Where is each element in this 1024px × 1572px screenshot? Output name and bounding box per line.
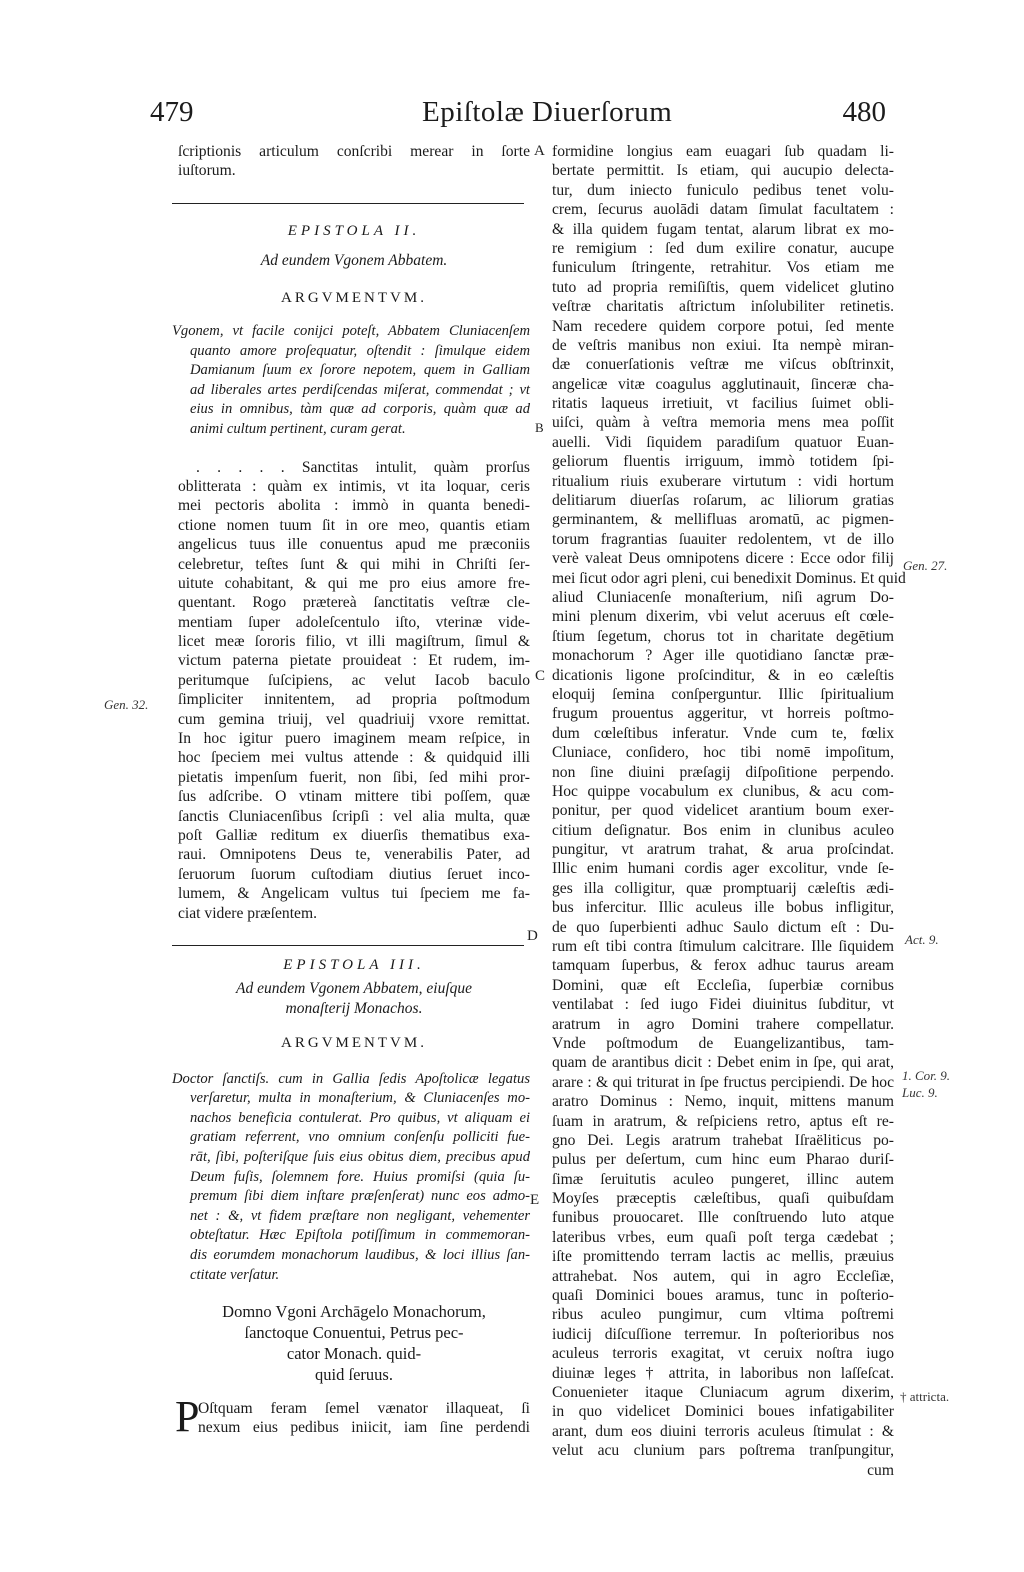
body-line: dicationis ligone proſcinditur, & in eo cæleſtis <box>552 666 894 684</box>
running-title: Epiſtolæ Diuerſorum <box>422 96 673 128</box>
body-line: pulus per deſertum, cum hinc eum Pharao duriſ- <box>552 1151 894 1169</box>
body-line: quam de arantibus dicit : Debet enim in ſpe, qui arat, <box>552 1054 894 1072</box>
body-line: mei pectoris abolita : immò in quanta benedi- <box>178 497 530 515</box>
body-line: Moyſes præceptis cæleſtibus, quaſi quibuſdam <box>552 1190 894 1208</box>
body-line: Illic enim humani cordis ager excolitur, vnde ſe- <box>552 860 894 878</box>
body-line: de quo ſuperbienti adhuc Saulo dictum eſt : Du- <box>552 918 894 936</box>
body-line: uiſci, quàm à veſtra memoria mens mea poſſit <box>552 414 894 432</box>
body-line: ſeruorum ſuorum cuſtodiam diutius ſeruet inco- <box>178 865 530 883</box>
marginal-note-act9: Act. 9. <box>905 932 939 947</box>
body-line: In hoc igitur puero imaginem meam reſpice, in <box>178 730 530 748</box>
body-line: pungitur, vt aratrum trahat, & arua proſcindat. <box>552 841 894 859</box>
epistle-2-title: EPISTOLA II. <box>287 222 421 239</box>
section-marker-d: D <box>527 928 538 944</box>
body-line: mentiam ſuper adoleſcentulo iſto, vterinæ vide- <box>178 613 530 631</box>
body-line: Vnde poſtmodum de Euangelizantibus, tam- <box>552 1034 894 1052</box>
epistle-3-salutation <box>178 1301 530 1385</box>
epistle-3-address-line: monaſterij Monachos. <box>285 999 423 1017</box>
body-line: citium deſignatur. Bos enim in clunibus aculeo <box>552 821 894 839</box>
body-line: Hoc quippe vocabulum ex clunibus, & acu com- <box>552 782 894 800</box>
body-line: aculeus terroris exagitat, vt ceruix noſtra iugo <box>552 1345 894 1363</box>
epistle-2-address: Ad eundem Vgonem Abbatem. <box>260 252 448 270</box>
body-line: ſimæ ſeruitutis aculeo pungeret, illinc autem <box>552 1170 894 1188</box>
body-line: hoc ſpeciem mei vultus attende : & quidquid illi <box>178 749 530 767</box>
body-line: dum cœleſtibus inferatur. Vnde cum te, fœlix <box>552 724 894 742</box>
body-line: nexum eius pedibus iniicit, iam ſine perdendi <box>198 1419 530 1437</box>
body-line: raui. Omnipotens Deus te, venerabilis Pater, ad <box>178 846 530 864</box>
body-line: ritatis laqueus irretiuit, vt facilius ſuimet obli- <box>552 395 894 413</box>
body-line: quaſi Dominici boues aramus, tunc in poſterio- <box>552 1287 894 1305</box>
marginal-note-attricta: † attricta. <box>900 1389 950 1404</box>
body-line: tuto ad propria remiſiſtis, quem videlicet glutino <box>552 278 894 296</box>
argumentum-line: animi cultum pertinent, curam gerat. <box>190 420 406 437</box>
argumentum-line: obteſtatur. Hæc Epiſtola potiſſimum in commemoran- <box>190 1227 530 1244</box>
body-line: frugum prouentus aggeritur, vt horreis poſtmo- <box>552 705 894 723</box>
body-line: iudicij diſcuſſione terremur. In poſterioribus nos <box>552 1325 894 1343</box>
body-line: ges illa colligitur, quæ promptuarij cæleſtis ædi- <box>552 879 894 897</box>
epistle-3-body <box>175 1392 530 1442</box>
body-line: Conuenieter itaque Cluniacum agrum dixerim, <box>552 1384 894 1401</box>
argumentum-line: ctitate verſatur. <box>190 1266 280 1283</box>
body-line: ſanctis Cluniacenſibus ſcripſi : vel alia multa, quæ <box>178 807 530 825</box>
argumentum-line: gratiam referrent, vno omnium conſenſu polliciti fue- <box>190 1129 530 1146</box>
body-line: celebretur, teſtes ſunt & qui mihi in Chriſti ſer- <box>178 555 530 573</box>
body-line: quentant. Rogo prætereà ſanctitatis veſtræ cle- <box>178 594 530 612</box>
body-line: delitiarum diuerſas roſarum, ac liliorum gratias <box>552 492 894 510</box>
argumentum-line: verſaretur, multa in monaſterium, & Cluniacenſes mo- <box>190 1090 530 1107</box>
body-line: ſus adſcribe. O vtinam mittere tibi poſſem, quæ <box>178 788 530 806</box>
body-line: angelicus tuus ille conuentus apud me præconiis <box>178 536 530 554</box>
body-line: pietatis impenſum fuerit, non ſibi, ſed mihi pror- <box>178 768 530 786</box>
section-marker-c: C <box>535 668 546 684</box>
body-line: re remigium : ſed dum exilire conatur, aucupe <box>552 239 894 257</box>
body-line: torum fragrantias ſuauiter redolentem, vt de illo <box>552 530 894 548</box>
body-line: funibus prouocaret. Ille conſtruendo luto atque <box>552 1209 894 1227</box>
body-line: dæ conuerſationis veſtræ me viſcus obſtrinxit, <box>552 356 894 374</box>
epistle-3-argumentum-label: ARGVMENTVM. <box>281 1035 427 1052</box>
body-line: arant, dum eos diuini terroris aculeus ſtimulat : & <box>552 1422 894 1440</box>
body-line: Oſtquam feram ſemel vænator illaqueat, ſi <box>198 1400 530 1418</box>
argumentum-line: net : &, vt fidem præſtare non negligant, vehementer <box>190 1207 530 1224</box>
salutation-line: Domno Vgoni Archāgelo Monachorum, <box>222 1302 486 1322</box>
epistle-2-argumentum-label: ARGVMENTVM. <box>281 289 427 306</box>
body-line: formidine longius eam euagari ſub quadam li- <box>552 143 894 160</box>
marginal-note-gen32: Gen. 32. <box>104 697 149 712</box>
body-line: ritualium riuis exuberare virtutum : vidi hortum <box>552 472 894 490</box>
body-line: mini plenum dixerim, vbi velut aceruus eſt cœle- <box>552 608 894 626</box>
running-header <box>150 96 892 136</box>
body-line: victum paterna pietate prouideat : Et rudem, im- <box>178 652 530 670</box>
section-marker-e: E <box>530 1192 540 1208</box>
page-number-right: 480 <box>842 96 886 128</box>
argumentum-line: Vgonem, vt facile conijci poteſt, Abbatem Cluniacenſem <box>172 323 530 339</box>
epistle-3-argumentum <box>172 1070 530 1286</box>
body-line: aratrum in agro Domini trahere compellatur. <box>552 1015 894 1033</box>
body-line: verè valeat Deus omnipotens dicere : Ecce odor filij <box>552 550 894 568</box>
body-line: gno Dei. Legis aratrum trahebat Iſraëliticus po- <box>552 1131 894 1149</box>
body-line: aratro Dominus : Nemo, inquit, mittens manum <box>552 1093 894 1111</box>
text-line: ſcriptionis articulum conſcribi merear in ſorte <box>178 143 530 160</box>
body-line: eloquij ſemina conſperguntur. Illic ſpiritualium <box>552 685 894 703</box>
epistle-2-argumentum <box>172 322 530 440</box>
page-number-left: 479 <box>150 96 194 128</box>
body-line: germinantem, & mellifluas aromatū, ac pigmen- <box>552 511 894 529</box>
argumentum-line: Doctor ſanctiſs. cum in Gallia ſedis Apoſtolicæ legatus <box>172 1070 530 1087</box>
body-line: lateribus vrbes, eum quaſi poſt terga cædebat ; <box>552 1228 894 1246</box>
body-line: Cluniace, conſidero, hoc tibi nomē impoſitum, <box>552 744 894 762</box>
marginal-note-cor9: 1. Cor. 9. <box>902 1068 951 1083</box>
argumentum-line: Deum fuſis, ſolemnem fore. Huius promiſsi (quia ſu- <box>190 1168 530 1185</box>
body-line: ctione nomen tuum ſit in ore meo, quantis etiam <box>178 516 530 534</box>
body-line: iſte promittendo terram lactis ac mellis, præuius <box>552 1248 894 1266</box>
epistle-2-body <box>178 458 530 923</box>
body-line: ventilabat : ſed iugo Fidei diuinitus ſubditur, vt <box>552 996 894 1014</box>
text-line: iuſtorum. <box>178 162 236 180</box>
argumentum-line: rāt, ſibi, poſteriſque ſuis eius obitus diem, precibus apud <box>190 1148 530 1165</box>
body-line: funiculum ſtringente, retrahitur. Vos etiam me <box>552 259 894 277</box>
body-line: aliud Cluniacenſe monaſterium, niſi agrum Do- <box>552 588 894 606</box>
salutation-line: quid ſeruus. <box>315 1365 393 1385</box>
right-column <box>552 142 906 1480</box>
body-line: Nam recedere quidem corpore potui, ſed mente <box>552 317 894 335</box>
argumentum-line: eius in omnibus, tàm quæ ad corporis, quàm quæ ad <box>190 401 530 418</box>
marginal-note-gen27: Gen. 27. <box>903 558 948 573</box>
argumentum-line: Damianum ſuum ex ſorore nepotem, quem in Galliam <box>190 362 530 379</box>
argumentum-line: nachos beneficia contulerat. Pro quibus, vt aliquam ei <box>190 1109 530 1126</box>
body-line: bertate permittit. Is etiam, qui aucupio delecta- <box>552 162 894 180</box>
body-line: ſuam in aratrum, & reſpiciens retro, aptus eſt re- <box>552 1112 894 1130</box>
body-line: & illa quidem fugam tentat, alarum librat ex mo- <box>552 220 894 238</box>
argumentum-line: quanto amore proſequatur, oſtendit : ſimulque eidem <box>190 342 530 359</box>
body-line: diuinæ leges † attrita, in laboribus non laſſeſcat. <box>552 1364 894 1382</box>
salutation-line: cator Monach. quid- <box>286 1344 422 1364</box>
body-line: ſimpliciter innitentem, ad propria poſtmodum <box>178 691 530 709</box>
body-line: geliorum fluentis irriguum, immò totidem ſpi- <box>552 453 894 471</box>
body-line: veſtræ charitatis aſtrictum inſolubiliter retinetis. <box>552 298 894 316</box>
epistle-3-address-line: Ad eundem Vgonem Abbatem, eiuſque <box>235 980 473 998</box>
section-marker-a: A <box>534 143 545 159</box>
body-line: poſt Galliæ reditum ex diuerſis thematibus exa- <box>178 826 530 844</box>
body-line: non ſine diuini præſagij diſpoſitione perpendo. <box>552 763 894 781</box>
body-line: rum eſt tibi contra ſtimulum calcitrare. Ille ſiquidem <box>552 938 894 956</box>
drop-cap: P <box>175 1392 200 1442</box>
body-line: ponitur, per quod videlicet arantium boum exer- <box>552 802 894 820</box>
body-line: cum gemina triuij, vel quadriuij vxore remittat. <box>178 710 530 728</box>
marginal-note-luc9: Luc. 9. <box>902 1085 938 1100</box>
salutation-line: ſanctoque Conuentui, Petrus pec- <box>244 1323 464 1343</box>
body-line: angelicæ vitæ coagulus agglutinauit, ſinceræ cha- <box>552 375 894 393</box>
epistle-3-title: EPISTOLA III. <box>283 956 425 973</box>
body-line: mei ſicut odor agri pleni, cui benedixit Dominus. Et quid <box>552 569 906 587</box>
body-line: lumem, & Angelicam vultus tui ſpeciem me fa- <box>178 885 530 903</box>
body-line: tamquam ſuperbus, & ferox adhuc taurus aream <box>552 957 894 975</box>
body-line: bus infercitur. Illic aculeus ille bobus infligitur, <box>552 899 894 917</box>
argumentum-line: ad liberales artes perdiſcendas miſerat, commendat ; vt <box>190 381 530 398</box>
body-line: crem, ſecurus auolādi datam ſimulat facultatem : <box>552 201 894 219</box>
catchword: cum <box>867 1461 894 1479</box>
body-line: auelli. Vidi ſiquidem paradiſum quatuor Euan- <box>552 433 894 451</box>
body-line: de veſtris manibus non exiui. Ita nempè miran- <box>552 336 894 354</box>
body-line: velut acu clunium pars poſtrema tranſpungitur, <box>552 1442 894 1460</box>
body-line: monachorum ? Ager ille quotidiano ſanctæ præ- <box>552 647 894 665</box>
body-line: arare : & qui triturat in ſpe fructus percipiendi. De hoc <box>552 1073 894 1091</box>
body-line: attrahebat. Nos autem, qui in agro Eccleſiæ, <box>552 1267 894 1285</box>
body-line: licet meæ ſororis filio, vt illi magiſtrum, ſimul & <box>178 633 530 651</box>
body-line: in quo videlicet Dominici boues infatigabiliter <box>552 1403 894 1421</box>
body-line: ſtium ſegetum, chorus tot in charitate degētium <box>552 627 894 645</box>
body-line: ribus aculeo pungimur, cum vltima poſtremi <box>552 1306 894 1324</box>
body-line: ciat videre præſentem. <box>178 904 317 922</box>
left-column <box>172 142 530 1442</box>
body-line: uitute cohabitant, & qui me pro eius amore fre- <box>178 574 530 592</box>
argumentum-line: premum ſibi diem inſtare præſenſerat) nunc eos admo- <box>190 1188 530 1205</box>
body-line: peritumque ſuſcipiens, ac velut Iacob baculo <box>178 671 530 689</box>
section-marker-b: B <box>535 420 544 435</box>
body-line: tur, dum iniecto funiculo pedibus tenet volu- <box>552 181 894 199</box>
body-line: Domini, quæ eſt Eccleſia, ſuperbiæ cornibus <box>552 976 894 994</box>
argumentum-line: dis eorumdem monachorum laudibus, & loci illius ſan- <box>190 1246 530 1263</box>
body-line: oblitterata : quàm ex intimis, vt ita loquar, ceris <box>178 477 530 495</box>
body-line: . . . . . Sanctitas intulit, quàm prorſus <box>196 458 530 476</box>
